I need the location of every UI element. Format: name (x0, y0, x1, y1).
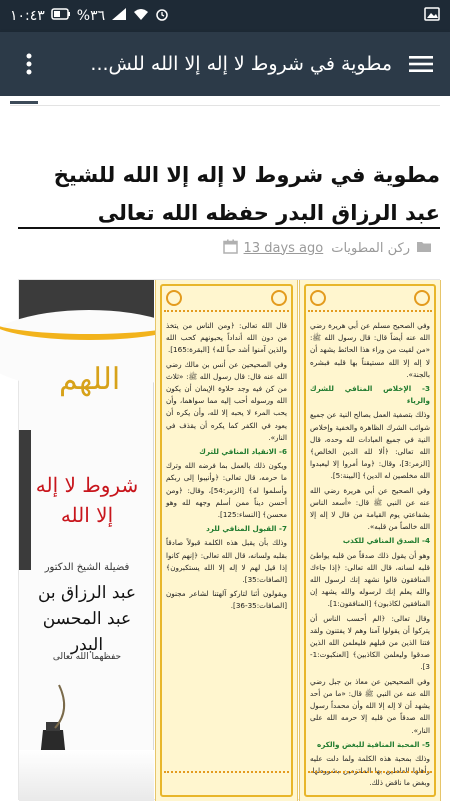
menu-icon[interactable] (406, 49, 436, 79)
cover-shaykh-name: عبد الرزاق بن عبد المحسن البدر (37, 583, 137, 655)
app-bar-title: مطوية في شروط لا إله إلا الله للش... (90, 53, 392, 75)
panel-paragraph: قال الله تعالى: ﴿ومن الناس من يتخذ من دون الله أنداداً يحبونهم كحب الله والذين آمنوا أشد حباً لله﴾ [البقرة:165]. (166, 321, 287, 355)
wifi-icon (133, 7, 149, 25)
top-divider (10, 96, 440, 106)
top-divider-stub (10, 96, 38, 104)
panel-heading: 3- الإخلاص المنافي للشرك والرياء (310, 384, 430, 406)
app-bar (0, 32, 450, 96)
panel-middle-text (166, 320, 287, 765)
cover-logo: اللهم (59, 362, 121, 397)
panel-paragraph: ويكون ذلك بالعمل بما فرضه الله وترك ما حرمه، قال تعالى: ﴿وأنيبوا إلى ربكم وأسلموا له﴾ [الزمر:54]، وقال: ﴿ومن أحسن ديناً ممن أسلم وجهه لله وهو محسن﴾ [النساء:125]. (166, 461, 287, 520)
brochure-panel-middle (155, 280, 298, 801)
panel-paragraph: ويقولون أئنا لتاركو آلهتنا لشاعر مجنون [الصافات:35-36]. (166, 589, 287, 611)
cover-title: شروط لا إله إلا الله (35, 473, 139, 527)
cover-shaykh-label: فضيلة الشيخ الدكتور (44, 562, 130, 573)
brochure-image[interactable] (18, 279, 440, 800)
corner-ornament-icon (310, 290, 326, 306)
status-bar (0, 0, 450, 32)
alarm-icon (155, 7, 169, 25)
panel-bottom-ornament (308, 771, 432, 793)
battery-text: %٣٦ (76, 8, 106, 24)
panel-paragraph: وهو أن يقول ذلك صدقاً من قلبه يواطئ قلبه لسانه، قال الله تعالى: ﴿إذا جاءك المنافقون قالوا نشهد إنك لرسول الله والله يعلم إنك لرسوله والله يشهد إن المنافقين لكاذبون﴾ [المنافقون:1]. (310, 550, 430, 609)
folder-icon (416, 240, 432, 257)
panel-paragraph: وفي الصحيحين عن معاذ بن جبل رضي الله عنه عن النبي ﷺ قال: «ما من أحد يشهد أن لا إله إلا الله وأن محمداً رسول الله صدقاً من قلبه إلا حرمه الله على النار». (310, 676, 430, 735)
panel-heading: 6- الانقياد المنافي للترك (199, 447, 287, 457)
panel-bottom-ornament (164, 771, 289, 793)
article-title: مطوية في شروط لا إله إلا الله للشيخ عبد الرزاق البدر حفظه الله تعالى (53, 163, 440, 225)
panel-heading: 4- الصدق المنافي للكذب (342, 536, 430, 546)
status-bar-right (424, 7, 440, 25)
panel-top-ornament (164, 288, 289, 312)
category-wrap (331, 240, 432, 257)
corner-ornament-icon (166, 290, 182, 306)
brochure-panel-right (299, 280, 441, 801)
image-icon (424, 7, 440, 25)
panel-paragraph: وذلك بمحبة هذه الكلمة ولما دلت عليه وأهلها العاملين بها الملتزمين بشروطها، وبغض ما ناقض ذلك. (310, 753, 430, 788)
date-link[interactable]: 13 days ago (243, 240, 324, 256)
status-bar-left (10, 7, 169, 25)
corner-ornament-icon (414, 290, 430, 306)
category-link[interactable]: ركن المطويات (331, 240, 410, 256)
panel-paragraph: وفي الصحيح مسلم عن أبي هريرة رضي الله عنه أيضاً قال: قال رسول الله ﷺ: «من لقيت من وراء هذا الحائط يشهد أن لا إله إلا الله مستيقناً بها قلبه فبشره بالجنة». (310, 321, 430, 379)
corner-ornament-icon (271, 290, 287, 306)
cover-hafiz-text: حفظهما الله تعالى (52, 652, 122, 662)
panel-paragraph: وفي الصحيحين عن أنس بن مالك رضي الله عنه قال: قال رسول الله ﷺ: «ثلاث من كن فيه وجد حلاوة الإيمان أن يكون الله ورسوله أحب إليه مما سواهما، وأن يحب المرء لا يحبه إلا لله، وأن يكره أن يعود في الكفر كما يكره أن يقذف في النار». (166, 359, 287, 442)
title-divider (18, 227, 440, 229)
brochure-cover (19, 280, 154, 801)
panel-paragraph: وفي الصحيح عن أبي هريرة رضي الله عنه عن النبي ﷺ قال: «أسعد الناس بشفاعتي يوم القيامة من قال لا إله إلا الله خالصاً من قلبه». (310, 485, 430, 532)
panel-heading: 5- المحبة المنافية للبغض والكره (316, 739, 430, 749)
date-wrap (223, 239, 324, 258)
article-content (0, 96, 450, 800)
cover-bottom-decoration (19, 750, 154, 801)
panel-heading: 7- القبول المنافي للرد (206, 524, 287, 534)
panel-paragraph: وقال تعالى: ﴿الم أحسب الناس أن يتركوا أن يقولوا آمنا وهم لا يفتنون ولقد فتنا الذين من قبلهم فليعلمن الله الذين صدقوا وليعلمن الكاذبين﴾ [العنكبوت:1-3]. (310, 613, 430, 672)
panel-paragraph: وذلك بأن يقبل هذه الكلمة قبولاً صادقاً بقلبه ولسانه، قال الله تعالى: ﴿إنهم كانوا إذا قيل لهم لا إله إلا الله يستكبرون﴾ [الصافات:35]. (166, 538, 287, 585)
more-vert-icon[interactable] (14, 49, 44, 79)
article-meta (18, 236, 440, 260)
panel-paragraph: وذلك بتصفية العمل بصالح النية عن جميع شوائب الشرك الظاهرة والخفية وإخلاص النية في جميع العبادات لله وحده، قال الله تعالى: ﴿ألا لله الدين الخالص﴾ [الزمر:3]، وقال: ﴿وما أمروا إلا ليعبدوا الله مخلصين له الدين﴾ [البينة:5]. (310, 410, 430, 481)
calendar-icon (223, 239, 238, 258)
signal-icon (111, 7, 127, 25)
battery-icon (51, 8, 71, 24)
time-text: ١٠:٤٣ (10, 8, 45, 24)
panel-right-text (310, 320, 430, 788)
